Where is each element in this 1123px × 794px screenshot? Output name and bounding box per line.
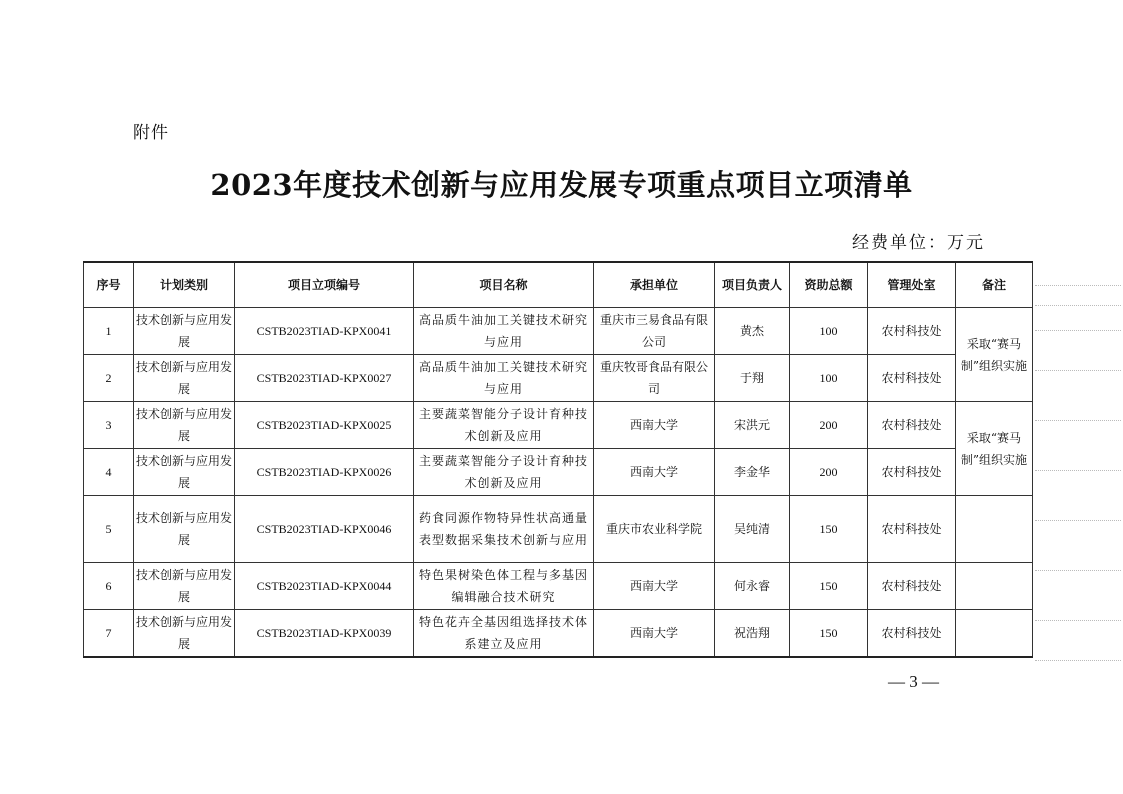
project-name: 特色花卉全基因组选择技术体系建立及应用 (414, 610, 594, 658)
margin-dotted-line (1035, 570, 1121, 571)
managing-office: 农村科技处 (868, 308, 956, 355)
column-header: 管理处室 (868, 262, 956, 308)
remark: 采取“赛马制”组织实施 (956, 308, 1033, 402)
project-leader: 何永睿 (715, 563, 790, 610)
project-code: CSTB2023TIAD-KPX0046 (235, 496, 414, 563)
attachment-label: 附件 (133, 123, 169, 143)
project-leader: 吴纯清 (715, 496, 790, 563)
column-header: 项目名称 (414, 262, 594, 308)
project-name: 高品质牛油加工关键技术研究与应用 (414, 308, 594, 355)
remark (956, 563, 1033, 610)
project-code: CSTB2023TIAD-KPX0026 (235, 449, 414, 496)
margin-dotted-line (1035, 520, 1121, 521)
page-number: — 3 — (888, 672, 939, 691)
project-leader: 祝浩翔 (715, 610, 790, 658)
margin-dotted-line (1035, 420, 1121, 421)
column-header: 项目立项编号 (235, 262, 414, 308)
funding-amount: 150 (790, 496, 868, 563)
plan-category: 技术创新与应用发展 (134, 449, 235, 496)
table-header-row (84, 262, 1033, 308)
managing-office: 农村科技处 (868, 355, 956, 402)
remark (956, 496, 1033, 563)
remark (956, 610, 1033, 658)
column-header: 序号 (84, 262, 134, 308)
column-header: 备注 (956, 262, 1033, 308)
table-row (84, 610, 1033, 658)
host-unit: 西南大学 (594, 449, 715, 496)
margin-dotted-line (1035, 470, 1121, 471)
unit-label: 经费单位：万元 (852, 233, 985, 253)
funding-amount: 200 (790, 402, 868, 449)
project-table (83, 261, 1033, 658)
funding-amount: 150 (790, 610, 868, 658)
column-header: 承担单位 (594, 262, 715, 308)
plan-category: 技术创新与应用发展 (134, 563, 235, 610)
row-number: 3 (84, 402, 134, 449)
project-name: 高品质牛油加工关键技术研究与应用 (414, 355, 594, 402)
plan-category: 技术创新与应用发展 (134, 610, 235, 658)
margin-dotted-line (1035, 370, 1121, 371)
margin-dotted-line (1035, 660, 1121, 661)
project-name: 特色果树染色体工程与多基因编辑融合技术研究 (414, 563, 594, 610)
managing-office: 农村科技处 (868, 402, 956, 449)
host-unit: 重庆市农业科学院 (594, 496, 715, 563)
row-number: 2 (84, 355, 134, 402)
managing-office: 农村科技处 (868, 449, 956, 496)
column-header: 计划类别 (134, 262, 235, 308)
table-row (84, 308, 1033, 355)
project-code: CSTB2023TIAD-KPX0027 (235, 355, 414, 402)
remark: 采取“赛马制”组织实施 (956, 402, 1033, 496)
table-row (84, 355, 1033, 402)
document-title: 2023年度技术创新与应用发展专项重点项目立项清单 (210, 168, 913, 202)
project-code: CSTB2023TIAD-KPX0041 (235, 308, 414, 355)
project-name: 药食同源作物特异性状高通量表型数据采集技术创新与应用 (414, 496, 594, 563)
project-name: 主要蔬菜智能分子设计育种技术创新及应用 (414, 402, 594, 449)
row-number: 7 (84, 610, 134, 658)
funding-amount: 150 (790, 563, 868, 610)
project-name: 主要蔬菜智能分子设计育种技术创新及应用 (414, 449, 594, 496)
plan-category: 技术创新与应用发展 (134, 402, 235, 449)
project-code: CSTB2023TIAD-KPX0025 (235, 402, 414, 449)
managing-office: 农村科技处 (868, 610, 956, 658)
project-leader: 黄杰 (715, 308, 790, 355)
plan-category: 技术创新与应用发展 (134, 308, 235, 355)
funding-amount: 200 (790, 449, 868, 496)
host-unit: 西南大学 (594, 610, 715, 658)
margin-dotted-line (1035, 305, 1121, 306)
margin-dotted-line (1035, 330, 1121, 331)
row-number: 6 (84, 563, 134, 610)
host-unit: 西南大学 (594, 402, 715, 449)
table-row (84, 563, 1033, 610)
project-leader: 于翔 (715, 355, 790, 402)
row-number: 4 (84, 449, 134, 496)
project-code: CSTB2023TIAD-KPX0039 (235, 610, 414, 658)
plan-category: 技术创新与应用发展 (134, 355, 235, 402)
table-row (84, 402, 1033, 449)
host-unit: 重庆市三易食品有限公司 (594, 308, 715, 355)
funding-amount: 100 (790, 355, 868, 402)
table-row (84, 449, 1033, 496)
funding-amount: 100 (790, 308, 868, 355)
plan-category: 技术创新与应用发展 (134, 496, 235, 563)
project-code: CSTB2023TIAD-KPX0044 (235, 563, 414, 610)
column-header: 资助总额 (790, 262, 868, 308)
managing-office: 农村科技处 (868, 563, 956, 610)
margin-dotted-line (1035, 285, 1121, 286)
column-header: 项目负责人 (715, 262, 790, 308)
row-number: 1 (84, 308, 134, 355)
margin-dotted-line (1035, 620, 1121, 621)
managing-office: 农村科技处 (868, 496, 956, 563)
row-number: 5 (84, 496, 134, 563)
table-row (84, 496, 1033, 563)
project-leader: 宋洪元 (715, 402, 790, 449)
host-unit: 西南大学 (594, 563, 715, 610)
host-unit: 重庆牧哥食品有限公司 (594, 355, 715, 402)
project-leader: 李金华 (715, 449, 790, 496)
